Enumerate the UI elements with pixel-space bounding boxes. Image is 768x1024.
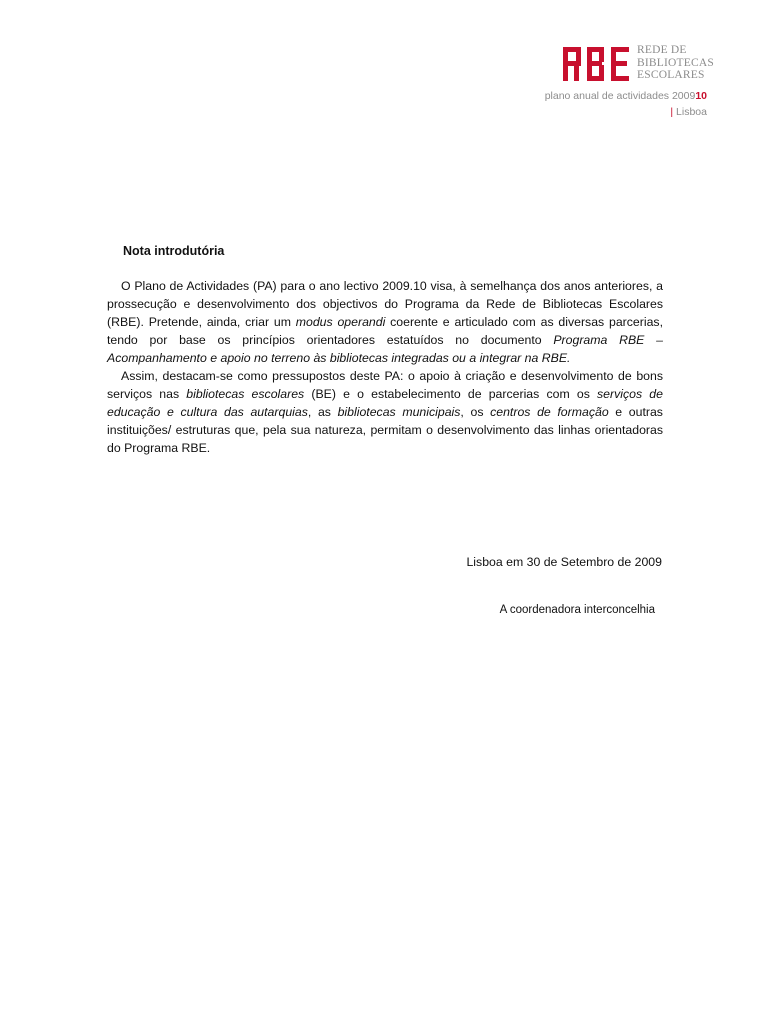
plan-year-highlight: 10 [695, 90, 707, 102]
logo-line: REDE DE [637, 44, 687, 56]
text-run: coerente e articulado com as diversas parcerias, tendo por base os princípios orientadores estatuídos no documento [107, 315, 663, 347]
text-run: , as [307, 405, 338, 419]
logo-wordmark [637, 44, 714, 82]
text-run: , os [460, 405, 491, 419]
paragraph-intro [107, 277, 663, 367]
plan-text: plano anual de actividades 2009 [544, 90, 696, 102]
italic-text-run: bibliotecas municipais [337, 405, 461, 419]
page-title: Nota introdutória [123, 244, 225, 258]
italic-text-run: bibliotecas escolares [186, 387, 305, 401]
text-run: Assim, destacam-se como pressupostos deste PA: o apoio à criação e desenvolvimento de bons serviços nas [107, 369, 663, 401]
plan-title [545, 90, 707, 102]
logo-line: ESCOLARES [637, 69, 705, 81]
plan-location [670, 106, 707, 118]
place-date: Lisboa em 30 de Setembro de 2009 [466, 555, 662, 569]
italic-text-run: modus operandi [295, 315, 386, 329]
document-body [107, 277, 663, 457]
italic-text-run: Programa RBE – Acompanhamento e apoio no terreno às bibliotecas integradas ou a integrar na RBE. [107, 333, 663, 365]
italic-text-run: centros de formação [490, 405, 609, 419]
text-run: (BE) e o estabelecimento de parcerias com os [304, 387, 598, 401]
signature-line: A coordenadora interconcelhia [499, 604, 655, 616]
separator: | [670, 106, 674, 118]
city-name: Lisboa [676, 106, 707, 118]
rbe-logo-icon [563, 47, 631, 81]
italic-text-run: serviços de educação e cultura das autarquias [107, 387, 663, 419]
rbe-logo [563, 44, 713, 84]
text-run: O Plano de Actividades (PA) para o ano lectivo 2009.10 visa, à semelhança dos anos anteriores, a prossecução e desenvolvimento dos objectivos do Programa da Rede de Bibliotecas Escolares (RBE). Pretende, ainda, criar um [107, 279, 663, 329]
text-run: e outras instituições/ estruturas que, pela sua natureza, permitam o desenvolvimento das linhas orientadoras do Programa RBE. [107, 405, 663, 455]
paragraph-assumptions [107, 367, 663, 457]
logo-line: BIBLIOTECAS [637, 56, 714, 69]
